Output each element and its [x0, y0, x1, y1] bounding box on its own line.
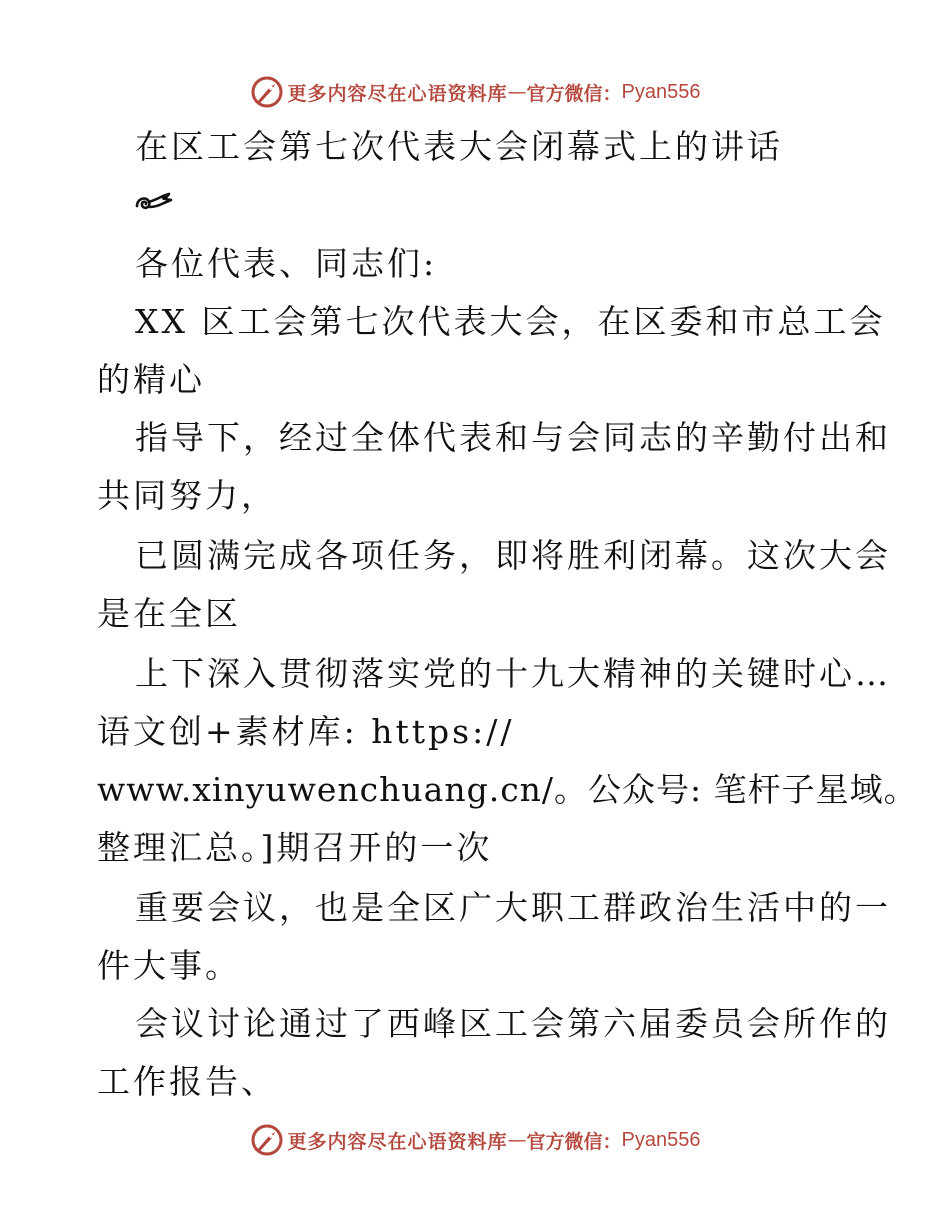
banner-separator: — [507, 81, 527, 103]
footer-banner [0, 1120, 950, 1160]
document-title: 在区工会第七次代表大会闭幕式上的讲话 [135, 127, 783, 166]
body-line: 重要会议，也是全区广大职工群政治生活中的一 [135, 888, 891, 927]
banner-separator: — [507, 1129, 527, 1151]
body-line: 语文创+素材库: https:// [97, 712, 515, 751]
body-line: 共同努力， [97, 476, 277, 515]
header-banner [0, 72, 950, 112]
body-line: 已圆满完成各项任务，即将胜利闭幕。这次大会 [135, 536, 891, 575]
banner-text: 更多内容尽在心语资料库 [287, 82, 508, 105]
pen-nib-logo-icon [250, 1123, 284, 1157]
body-line: 各位代表、同志们: [135, 244, 438, 283]
body-line: www.xinyuwenchuang.cn/。公众号: 笔杆子星域。 [97, 770, 918, 809]
body-line: 工作报告、 [97, 1062, 277, 1101]
pen-nib-logo-icon [250, 75, 284, 109]
body-line: 上下深入贯彻落实党的十九大精神的关键时心… [135, 654, 891, 693]
body-line: 整理汇总。]期召开的一次 [97, 828, 493, 867]
banner-wechat-label: 官方微信： [526, 82, 622, 105]
body-line: XX 区工会第七次代表大会，在区委和市总工会 [135, 302, 886, 341]
banner-text: 更多内容尽在心语资料库 [287, 1130, 508, 1153]
banner-wechat-id: Pyan556 [621, 1128, 701, 1151]
body-line: 是在全区 [97, 594, 241, 633]
body-line: 指导下，经过全体代表和与会同志的辛勤付出和 [135, 418, 891, 457]
banner-wechat-id: Pyan556 [621, 80, 701, 103]
body-line: 的精心 [97, 360, 205, 399]
body-line: 会议讨论通过了西峰区工会第六届委员会所作的 [135, 1004, 891, 1043]
swirl-ornament-icon [133, 190, 173, 216]
banner-wechat-label: 官方微信： [526, 1130, 622, 1153]
body-line: 件大事。 [97, 946, 241, 985]
